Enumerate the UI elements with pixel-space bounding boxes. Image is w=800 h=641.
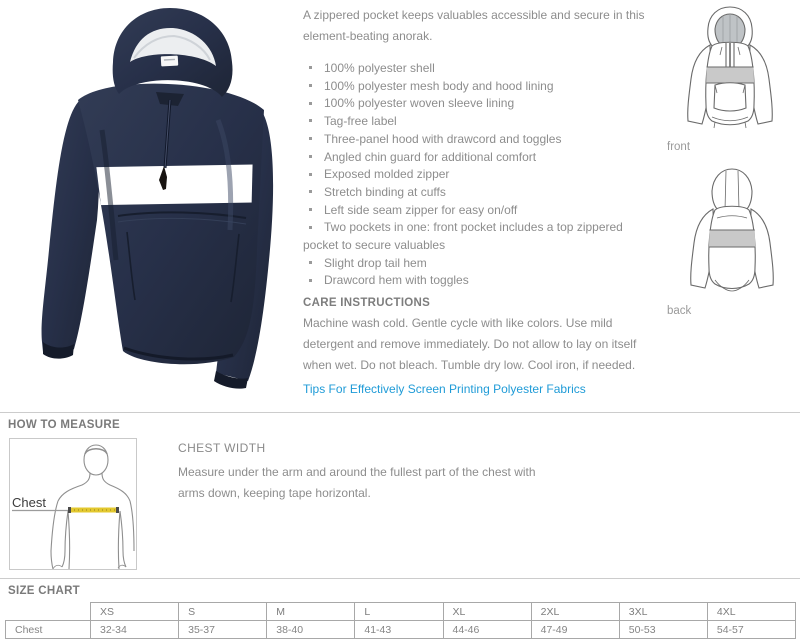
bullet-icon bbox=[309, 66, 312, 69]
feature-text: Tag-free label bbox=[324, 114, 397, 129]
product-intro: A zippered pocket keeps valuables accessible and secure in this element-beating anorak. bbox=[303, 8, 645, 43]
bullet-icon bbox=[309, 84, 312, 87]
bullet-icon bbox=[309, 190, 312, 193]
size-header-row bbox=[6, 603, 796, 621]
feature-text: Angled chin guard for additional comfort bbox=[324, 149, 537, 164]
feature-item bbox=[303, 78, 655, 96]
jacket-torso bbox=[78, 84, 264, 365]
figure-head bbox=[84, 445, 108, 475]
size-column-header: 3XL bbox=[619, 603, 707, 621]
chest-width-description: Measure under the arm and around the fullest part of the chest with arms down, keeping tape horizontal. bbox=[178, 465, 536, 500]
feature-list bbox=[303, 60, 655, 290]
screen-printing-tips-link[interactable]: Tips For Effectively Screen Printing Polyester Fabrics bbox=[303, 381, 586, 396]
bullet-icon bbox=[309, 279, 312, 282]
chest-value-cell: 32-34 bbox=[91, 621, 179, 639]
bullet-icon bbox=[309, 137, 312, 140]
chest-value-cell: 44-46 bbox=[443, 621, 531, 639]
bullet-icon bbox=[309, 226, 312, 229]
front-view bbox=[660, 0, 800, 153]
how-to-measure-heading: HOW TO MEASURE bbox=[8, 419, 120, 431]
size-column-header: 4XL bbox=[707, 603, 795, 621]
front-pocket bbox=[714, 83, 746, 111]
size-column-header: S bbox=[179, 603, 267, 621]
measure-diagram bbox=[9, 438, 137, 570]
chest-value-cell: 50-53 bbox=[619, 621, 707, 639]
feature-item bbox=[303, 219, 655, 254]
back-view bbox=[660, 153, 800, 317]
size-chart-table bbox=[5, 602, 796, 639]
feature-text: Left side seam zipper for easy on/off bbox=[324, 202, 518, 217]
feature-item bbox=[303, 166, 655, 184]
chest-value-cell: 47-49 bbox=[531, 621, 619, 639]
chest-diagram-label: Chest bbox=[12, 495, 46, 510]
bullet-icon bbox=[309, 119, 312, 122]
chest-value-cell: 54-57 bbox=[707, 621, 795, 639]
bullet-icon bbox=[309, 155, 312, 158]
brand-label bbox=[161, 56, 179, 67]
feature-text: Two pockets in one: front pocket includes a top zippered pocket to secure valuables bbox=[303, 220, 623, 253]
feature-item bbox=[303, 131, 655, 149]
care-instructions-heading: CARE INSTRUCTIONS bbox=[303, 297, 431, 310]
chest-value-cell: 38-40 bbox=[267, 621, 355, 639]
product-photo bbox=[18, 0, 290, 412]
feature-text: 100% polyester shell bbox=[324, 61, 435, 75]
feature-text: 100% polyester woven sleeve lining bbox=[324, 96, 515, 111]
measure-text-block bbox=[178, 441, 578, 504]
section-divider bbox=[0, 578, 800, 579]
size-column-header: 2XL bbox=[531, 603, 619, 621]
bullet-icon bbox=[309, 208, 312, 211]
feature-item bbox=[303, 202, 655, 220]
blank-corner-cell bbox=[6, 603, 91, 621]
size-chart-heading: SIZE CHART bbox=[8, 585, 80, 597]
bullet-icon bbox=[309, 261, 312, 264]
back-hood bbox=[712, 169, 752, 210]
chest-measure-illustration bbox=[10, 439, 136, 569]
feature-item bbox=[303, 95, 655, 113]
feature-text: 100% polyester mesh body and hood lining bbox=[324, 78, 554, 93]
front-stripe bbox=[706, 67, 754, 83]
size-column-header: XL bbox=[443, 603, 531, 621]
chest-value-cell: 41-43 bbox=[355, 621, 443, 639]
feature-item bbox=[303, 255, 655, 273]
back-view-label: back bbox=[667, 305, 692, 317]
chest-value-cell: 35-37 bbox=[179, 621, 267, 639]
feature-item bbox=[303, 60, 655, 78]
chest-values-row bbox=[6, 621, 796, 639]
jacket-photo-illustration bbox=[18, 0, 290, 412]
feature-item bbox=[303, 184, 655, 202]
front-view-label: front bbox=[667, 141, 691, 153]
back-view-drawing bbox=[684, 166, 780, 298]
product-details bbox=[303, 0, 655, 398]
feature-text: Drawcord hem with toggles bbox=[324, 273, 469, 288]
bullet-icon bbox=[309, 173, 312, 176]
feature-item bbox=[303, 113, 655, 131]
section-divider bbox=[0, 412, 800, 413]
size-column-header: M bbox=[267, 603, 355, 621]
back-stripe bbox=[709, 230, 755, 247]
feature-item bbox=[303, 272, 655, 290]
care-instructions-text: Machine wash cold. Gentle cycle with like colors. Use mild detergent and remove immediately. Do not allow to lay on itself when wet. Do not bleach. Tumble dry low. Cool iron, if needed. bbox=[303, 316, 637, 372]
garment-views bbox=[660, 0, 800, 317]
feature-text: Slight drop tail hem bbox=[324, 255, 427, 270]
feature-text: Three-panel hood with drawcord and toggles bbox=[324, 131, 562, 146]
bullet-icon bbox=[309, 102, 312, 105]
feature-text: Stretch binding at cuffs bbox=[324, 184, 446, 199]
size-column-header: L bbox=[355, 603, 443, 621]
feature-item bbox=[303, 149, 655, 167]
front-view-drawing bbox=[682, 5, 778, 135]
feature-text: Exposed molded zipper bbox=[324, 167, 450, 182]
size-column-header: XS bbox=[91, 603, 179, 621]
row-label-chest: Chest bbox=[6, 621, 91, 639]
chest-width-title: CHEST WIDTH bbox=[178, 441, 266, 455]
